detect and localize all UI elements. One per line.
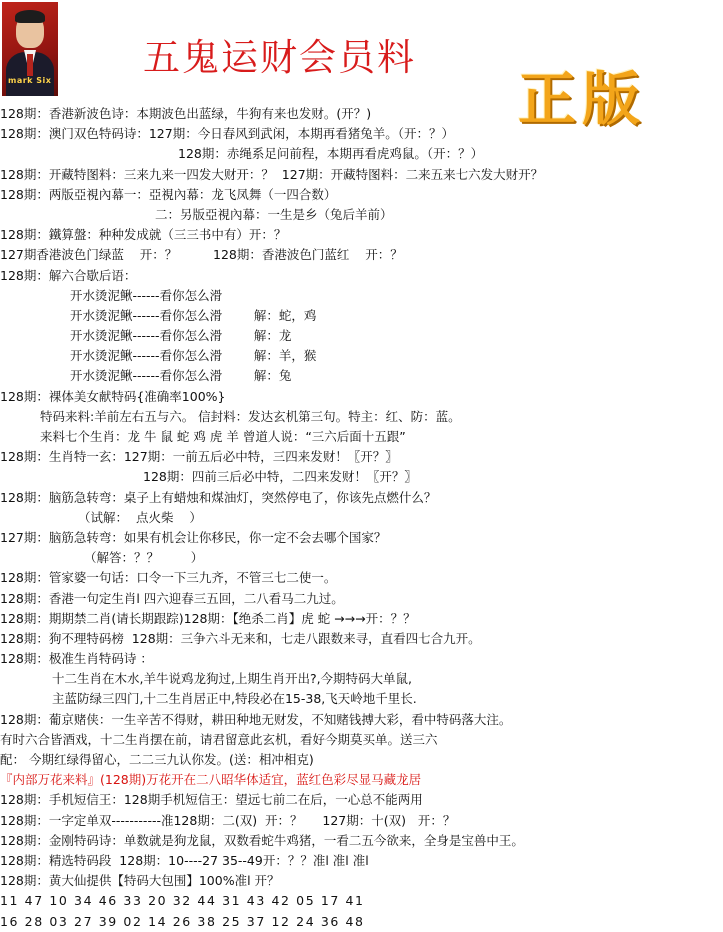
page-title: 五鬼运财会员料 xyxy=(143,36,416,79)
text-line: 二：另版亞視內幕：一生是乡（兔后羊前） xyxy=(155,206,393,222)
number-row: 16 28 03 27 39 02 14 26 38 25 37 12 24 36 48 xyxy=(0,913,365,929)
text-line: 128期：两版亞視內幕一：亞視內幕：龙飞凤舞（一四合数） xyxy=(0,186,337,202)
text-line: 128期：香港一句定生肖l 四六迎春三五回，二八看马二九过。 xyxy=(0,590,344,606)
photo-hair-shape xyxy=(15,10,45,23)
text-line: 127期香港波色门绿蓝 开：？ 128期：香港波色门蓝红 开：？ xyxy=(0,247,403,263)
text-line: 开水烫泥鳅------看你怎么滑 解：龙 xyxy=(70,328,292,344)
number-row: 11 47 10 34 46 33 20 32 44 31 43 42 05 17 41 xyxy=(0,893,365,909)
text-line: 128期：生肖特一玄：127期：一前五后必中特，三四来发财！〖开？〗 xyxy=(0,449,398,465)
text-line: 127期：脑筋急转弯：如果有机会让你移民，你一定不会去哪个国家？ xyxy=(0,529,387,545)
text-line: 128期：一字定单双-----------准128期：二(双) 开：？ 127期：十(双) 开：？ xyxy=(0,812,456,828)
text-line: 128期：开藏特图料：三来九来一四发大财开：？ 127期：开藏特图料：二来五来七六发大财开？ xyxy=(0,166,544,182)
text-line: （试解： 点火柴 ） xyxy=(78,509,202,525)
text-line: 十二生肖在木水,羊牛说鸡龙狗过,上期生肖开出?,今期特码大单鼠, xyxy=(52,671,413,687)
text-line: 开水烫泥鳅------看你怎么滑 解：蛇，鸡 xyxy=(70,307,317,323)
text-line: 128期：解六合歇后语： xyxy=(0,267,137,283)
document-body xyxy=(0,104,723,932)
text-line: 128期：四前三后必中特，二四来发财！〖开？〗 xyxy=(143,469,417,485)
text-line: 来料七个生肖：龙 牛 鼠 蛇 鸡 虎 羊 曾道人说：“三六后面十五跟” xyxy=(40,429,406,444)
text-line-highlight: 『内部万花来料』(128期)万花开在二八昭华体适宜，蓝红色彩尽显马藏龙居 xyxy=(0,772,422,788)
text-line: 128期：管家婆一句话：口令一下三九齐，不管三七二使一。 xyxy=(0,570,337,586)
edition-stamp: 正版 xyxy=(518,65,647,133)
text-line: 开水烫泥鳅------看你怎么滑 xyxy=(70,287,223,303)
text-line: 有时六合皆酒戏，十二生肖摆在前，请君留意此玄机，看好今期莫买单。送三六 xyxy=(0,731,438,747)
text-line: 128期：脑筋急转弯：桌子上有蜡烛和煤油灯，突然停电了，你该先点燃什么？ xyxy=(0,489,437,505)
text-line: 128期：澳门双色特码诗：127期：今日春风到武闲，本期再看猪兔羊。（开：？） xyxy=(0,126,454,142)
text-line: 配： 今期红绿得留心，二二三九认你发。(送：相冲相克) xyxy=(0,752,314,767)
photo-caption: mark Six xyxy=(8,76,52,85)
text-line: 128期：黄大仙提供【特码大包围】100%准l 开？ xyxy=(0,873,280,889)
text-line: 128期：赤绳系足问前程，本期再看虎鸡鼠。（开：？） xyxy=(178,146,484,162)
text-line: 128期：裸体美女献特码{准确率100%} xyxy=(0,388,226,404)
text-line: 128期：葡京赌侠：一生辛苦不得财，耕田种地无财发，不知赌钱搏大彩，看中特码落大注。 xyxy=(0,711,512,727)
text-line: 128期：金刚特码诗：单数就是狗龙鼠，双数看蛇牛鸡猪，一看二五今欲来，全身是宝兽中王。 xyxy=(0,832,524,848)
text-line: 主蓝防绿三四门,十二生肖居正中,特段必在15-38,飞天岭地千里长. xyxy=(52,691,417,707)
text-line: 128期：手机短信王：128期手机短信王：望远七前二在后，一心总不能两用 xyxy=(0,792,423,808)
text-line: 128期：鐵算盤：种种发成就（三三书中有）开：？ xyxy=(0,227,287,243)
text-line: 特码来料:羊前左右五与六。 信封料：发达玄机第三句。特主：红、防：蓝。 xyxy=(40,408,461,424)
text-line: 128期：极准生肖特码诗 ： xyxy=(0,651,153,667)
text-line: 128期：狗不理特码榜 128期：三争六斗无来和，七走八跟数来寻，直看四七合九开。 xyxy=(0,630,481,646)
text-line: （解答：？？ ） xyxy=(84,550,204,566)
text-line: 开水烫泥鳅------看你怎么滑 解：兔 xyxy=(70,368,292,384)
text-line: 128期：精选特码段 128期：10----27 35--49开：？？准l 准l 准l xyxy=(0,852,369,868)
text-line: 128期：期期禁二肖(请长期跟踪)128期：【绝杀二肖】虎 蛇 →→→开：？？ xyxy=(0,610,416,626)
profile-photo xyxy=(2,2,58,96)
text-line: 128期：香港新波色诗：本期波色出蓝绿，牛狗有来也发财。(开？) xyxy=(0,106,372,121)
photo-tie-shape xyxy=(27,54,33,76)
text-line: 开水烫泥鳅------看你怎么滑 解：羊，猴 xyxy=(70,348,317,364)
